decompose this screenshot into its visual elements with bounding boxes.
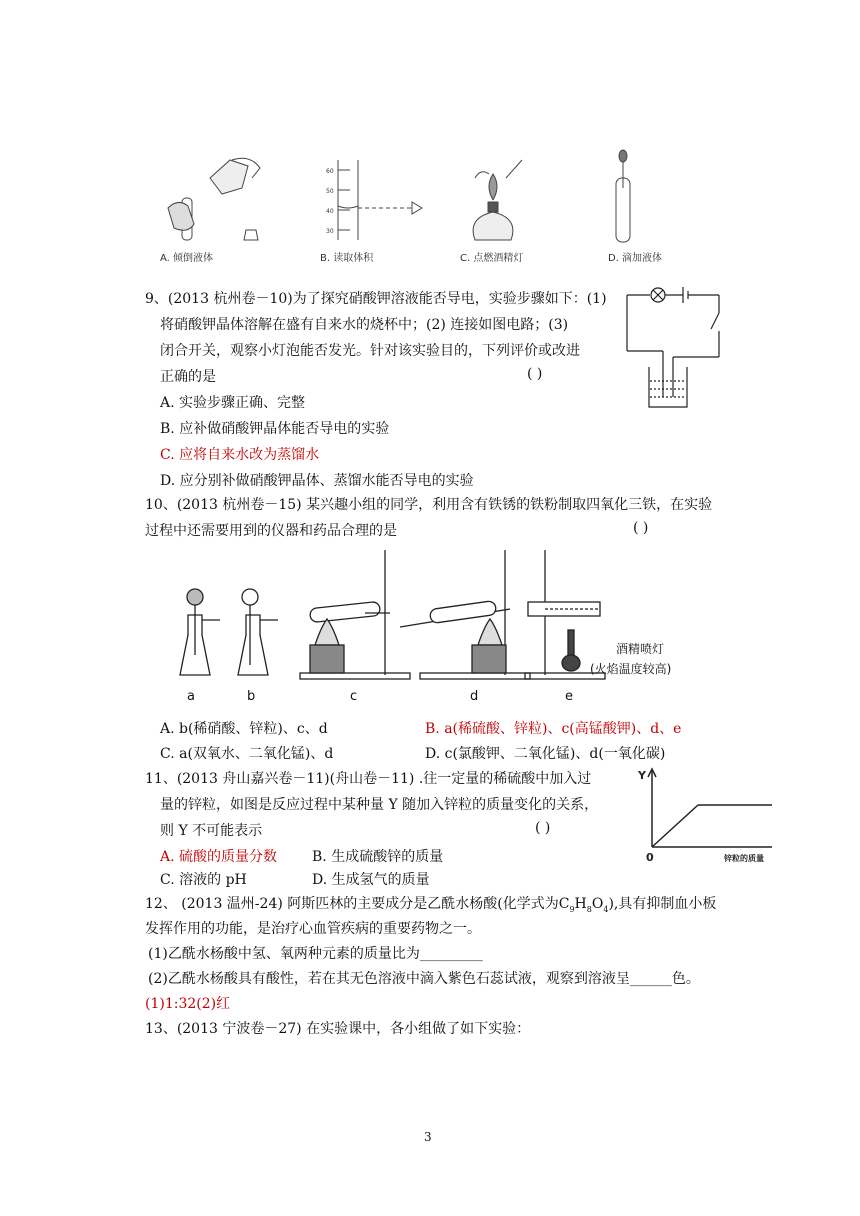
q9-option-a: A. 实验步骤正确、完整 — [160, 395, 306, 411]
q9-option-b: B. 应补做硝酸钾晶体能否导电的实验 — [160, 421, 390, 437]
q12-line-1-text: 12、 (2013 温州-24) 阿斯匹林的主要成分是乙酰水杨酸(化学式为 — [145, 896, 559, 912]
q9-answer-bracket: ( ) — [527, 366, 543, 382]
q10-line-2: 过程中还需要用到的仪器和药品合理的是 — [145, 523, 397, 539]
q9-option-d: D. 应分别补做硝酸钾晶体、蒸馏水能否导电的实验 — [160, 473, 474, 489]
cyl-tick-4: 30 — [326, 228, 334, 235]
q11-line-2: 量的锌粒，如图是反应过程中某种量 Y 随加入锌粒的质量变化的关系， — [160, 797, 599, 813]
caption-b: B. 读取体积 — [320, 253, 374, 264]
q12-line-1-end: ),具有抑制血小板 — [608, 896, 717, 912]
q11-answer-bracket: ( ) — [535, 820, 551, 836]
q11-option-d: D. 生成氢气的质量 — [312, 872, 430, 888]
formula-c-sub: 9 — [569, 904, 575, 914]
apparatus-label-b: b — [247, 689, 256, 704]
spirit-lamp-label: 酒精喷灯 — [616, 642, 665, 656]
q11-option-a: A. 硫酸的质量分数 — [160, 849, 278, 865]
reading-volume-illustration — [338, 160, 422, 240]
q10-option-a: A. b(稀硝酸、锌粒)、c、d — [160, 721, 328, 737]
apparatus-figure — [160, 545, 720, 710]
q11-line-3: 则 Y 不可能表示 — [160, 823, 263, 839]
spirit-lamp-note: (火焰温度较高) — [590, 662, 672, 676]
y-zinc-graph-drawing — [632, 765, 782, 865]
q9-option-c: C. 应将自来水改为蒸馏水 — [160, 447, 320, 463]
q12-sub-question-2: (2)乙酰水杨酸具有酸性，若在其无色溶液中滴入紫色石蕊试液，观察到溶液呈______色。 — [148, 971, 700, 987]
q11-line-1: 11、(2013 舟山嘉兴卷－11)(舟山卷－11) .往一定量的稀硫酸中加入过 — [145, 771, 592, 787]
formula-c: C — [558, 896, 570, 912]
formula-o: O — [591, 896, 604, 912]
q10-answer-bracket: ( ) — [633, 520, 649, 536]
q9-line-3: 闭合开关，观察小灯泡能否发光。针对该实验目的，下列评价或改进 — [160, 343, 580, 359]
graph-origin-label: 0 — [646, 851, 654, 864]
caption-d: D. 滴加液体 — [608, 253, 663, 264]
alcohol-lamp-illustration — [473, 160, 522, 240]
q10-option-b: B. a(稀硫酸、锌粒)、c(高锰酸钾)、d、e — [425, 721, 682, 737]
q12-formula — [559, 896, 609, 912]
q11-option-c: C. 溶液的 pH — [160, 872, 247, 888]
apparatus-label-c: c — [350, 689, 358, 704]
formula-o-sub: 4 — [603, 904, 609, 914]
circuit-diagram-drawing — [615, 285, 725, 415]
circuit-diagram — [615, 285, 725, 415]
top-lab-figure — [150, 148, 740, 268]
q9-line-1: 9、(2013 杭州卷－10)为了探究硝酸钾溶液能否导电，实验步骤如下：(1) — [145, 291, 607, 307]
apparatus-figure-drawing — [160, 545, 720, 710]
formula-h: H — [574, 896, 587, 912]
apparatus-label-e: e — [565, 689, 573, 704]
cyl-tick-3: 40 — [326, 208, 334, 215]
pouring-liquid-illustration — [168, 158, 260, 240]
q13-line: 13、(2013 宁波卷－27) 在实验课中，各小组做了如下实验： — [145, 1021, 531, 1037]
caption-a: A. 倾倒液体 — [160, 253, 214, 264]
dropping-liquid-illustration — [616, 150, 630, 242]
apparatus-label-d: d — [470, 689, 479, 704]
q12-line-1 — [145, 893, 716, 914]
cyl-tick-2: 50 — [326, 188, 334, 195]
q12-line-2: 发挥作用的功能，是治疗心血管疾病的重要药物之一。 — [145, 921, 481, 937]
cyl-tick-1: 60 — [326, 168, 334, 175]
graph-x-label: 锌粒的质量 — [724, 854, 764, 863]
graph-y-label: Y — [638, 769, 646, 782]
q10-line-1: 10、(2013 杭州卷－15) 某兴趣小组的同学，利用含有铁锈的铁粉制取四氧化三铁，在实验 — [145, 497, 713, 513]
q9-line-2: 将硝酸钾晶体溶解在盛有自来水的烧杯中；(2) 连接如图电路；(3) — [160, 317, 569, 333]
q10-option-c: C. a(双氧水、二氧化锰)、d — [160, 746, 334, 762]
q11-option-b: B. 生成硫酸锌的质量 — [312, 849, 444, 865]
q12-sub-question-1: (1)乙酰水杨酸中氢、氧两种元素的质量比为_________ — [148, 946, 483, 962]
q9-line-4: 正确的是 — [160, 369, 216, 385]
apparatus-label-a: a — [187, 689, 195, 704]
q10-option-d: D. c(氯酸钾、二氧化锰)、d(一氧化碳) — [425, 746, 666, 762]
q12-answer: (1)1:32(2)红 — [145, 996, 231, 1012]
y-zinc-graph — [632, 765, 782, 865]
page-number: 3 — [424, 1130, 432, 1144]
caption-c: C. 点燃酒精灯 — [460, 253, 524, 264]
formula-h-sub: 8 — [586, 904, 592, 914]
